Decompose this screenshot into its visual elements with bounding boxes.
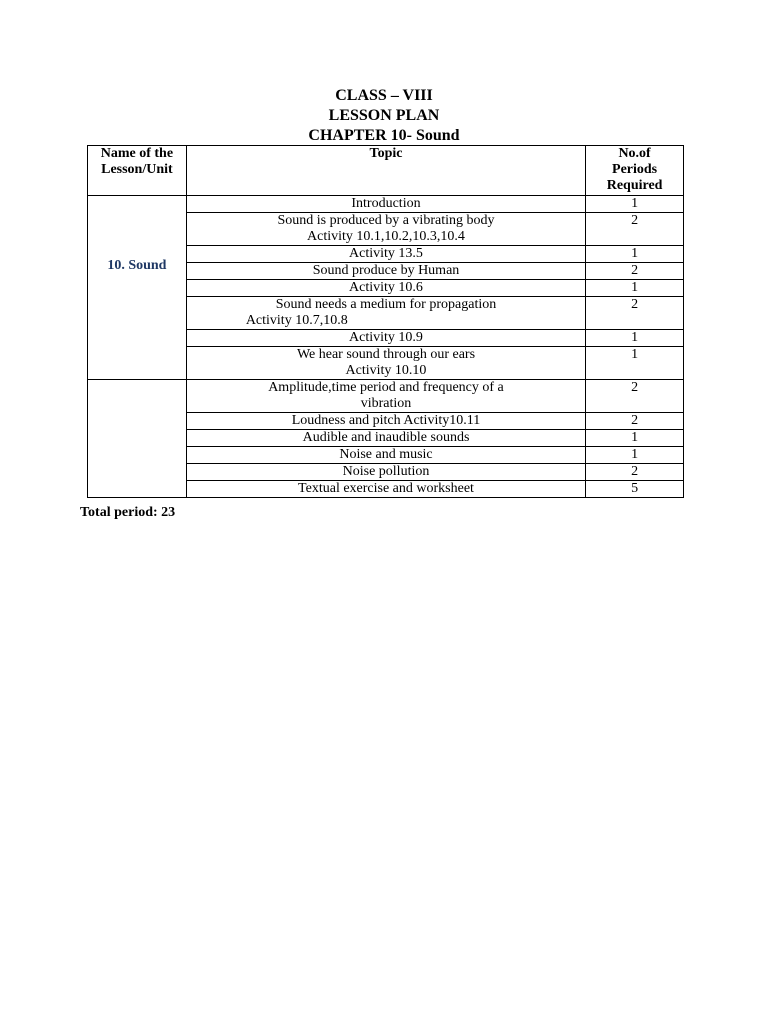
- periods-cell: 1: [586, 280, 684, 297]
- lesson-plan-heading: LESSON PLAN: [328, 107, 440, 124]
- periods-cell: 1: [586, 430, 684, 447]
- topic-line: Sound needs a medium for propagation: [275, 297, 497, 312]
- column-header-name-line: Name of the: [100, 146, 174, 161]
- topic-cell: [186, 213, 585, 246]
- column-header-name: [88, 146, 187, 196]
- periods-cell: 2: [586, 213, 684, 246]
- document-title: [0, 86, 768, 146]
- table-header-row: [88, 146, 684, 196]
- periods-cell: 1: [586, 330, 684, 347]
- total-periods: Total period: 23: [80, 505, 176, 520]
- column-header-topic: Topic: [186, 146, 585, 196]
- topic-cell: Noise pollution: [186, 464, 585, 481]
- periods-cell: 1: [586, 246, 684, 263]
- topic-line: Activity 10.10: [345, 363, 427, 378]
- column-header-periods-line: No.of: [618, 146, 651, 161]
- class-heading: CLASS – VIII: [335, 87, 433, 104]
- lesson-plan-table: [87, 145, 684, 498]
- topic-cell: Loudness and pitch Activity10.11: [186, 413, 585, 430]
- table-row: [88, 196, 684, 213]
- periods-cell: 2: [586, 413, 684, 430]
- column-header-periods-line: Required: [606, 178, 663, 193]
- periods-cell: 2: [586, 380, 684, 413]
- topic-cell: Activity 10.6: [186, 280, 585, 297]
- topic-line: Activity 10.1,10.2,10.3,10.4: [307, 229, 465, 244]
- topic-cell: [186, 347, 585, 380]
- chapter-heading: CHAPTER 10- Sound: [308, 127, 460, 144]
- topic-cell: Introduction: [186, 196, 585, 213]
- unit-name: 10. Sound: [107, 257, 167, 273]
- periods-cell: 5: [586, 481, 684, 498]
- unit-name-cell-empty: [88, 380, 187, 498]
- topic-line: Amplitude,time period and frequency of a: [268, 380, 504, 395]
- periods-cell: 2: [586, 297, 684, 330]
- topic-line: Sound is produced by a vibrating body: [277, 213, 495, 228]
- column-header-periods-line: Periods: [612, 162, 658, 177]
- topic-cell: [186, 297, 585, 330]
- periods-cell: 2: [586, 464, 684, 481]
- topic-cell: Sound produce by Human: [186, 263, 585, 280]
- column-header-periods: [586, 146, 684, 196]
- topic-cell: Activity 10.9: [186, 330, 585, 347]
- periods-cell: 1: [586, 196, 684, 213]
- periods-cell: 1: [586, 347, 684, 380]
- unit-name-cell: [88, 196, 187, 380]
- topic-line: Activity 10.7,10.8: [245, 313, 348, 328]
- topic-line: vibration: [360, 396, 412, 411]
- table-row: [88, 380, 684, 413]
- topic-cell: Textual exercise and worksheet: [186, 481, 585, 498]
- topic-cell: Activity 13.5: [186, 246, 585, 263]
- topic-line: We hear sound through our ears: [296, 347, 476, 362]
- topic-cell: [186, 380, 585, 413]
- topic-cell: Audible and inaudible sounds: [186, 430, 585, 447]
- column-header-name-line: Lesson/Unit: [101, 162, 173, 177]
- topic-cell: Noise and music: [186, 447, 585, 464]
- periods-cell: 1: [586, 447, 684, 464]
- periods-cell: 2: [586, 263, 684, 280]
